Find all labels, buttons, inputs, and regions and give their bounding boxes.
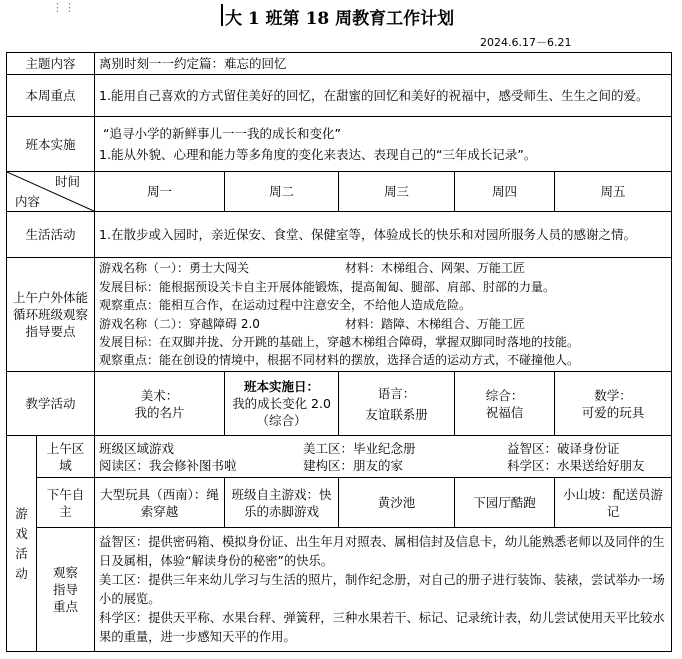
row-outdoor (7, 258, 672, 372)
teaching-label: 教学活动 (7, 372, 95, 436)
teaching-mon-name: 我的名片 (134, 404, 185, 420)
class-impl-line1: “追寻小学的新鲜事儿一一我的成长和变化” (103, 126, 341, 141)
pm-item-3: 黄沙池 (339, 478, 455, 528)
teaching-tue-subject: 班本实施日： (244, 379, 320, 394)
outdoor-label: 上午户外体能循环班级观察指导要点 (7, 258, 95, 372)
drag-handle-icon[interactable]: ⋮⋮ (52, 1, 76, 14)
teaching-tue (225, 372, 339, 436)
game2-goal: 发展目标：在双脚并拢、分开跳的基础上，穿越木梯组合障碍，掌握双脚同时落地的技能。 (99, 334, 580, 349)
game1-name: 游戏名称（一）：勇士大闯关 (99, 261, 250, 276)
teaching-mon-subject: 美术： (140, 387, 179, 403)
teaching-wed-subject: 语言： (377, 385, 416, 401)
header-corner (7, 172, 95, 212)
pm-item-1: 大型玩具（西南）：绳索穿越 (95, 478, 225, 528)
theme-label: 主题内容 (7, 53, 95, 75)
am-r2-c3: 科学区：水果送给好朋友 (507, 457, 645, 473)
header-content-label: 内容 (15, 194, 41, 209)
teaching-fri (555, 372, 672, 436)
class-impl-value (95, 117, 672, 172)
theme-value: 离别时刻一一约定篇：难忘的回忆 (95, 53, 672, 75)
game-am-content (95, 436, 672, 478)
row-focus (7, 75, 672, 117)
teaching-mon (95, 372, 225, 436)
page-title: 大 1 班第 18 周教育工作计划 (225, 9, 455, 29)
obs-p1: 益智区：提供密码箱、模拟身份证、出生年月对照表、属相信封及信息卡，幼儿能熟悉老师以及同伴的生日及属相，体验“解读身份的秘密”的快乐。 (99, 534, 665, 568)
teaching-thu (455, 372, 555, 436)
am-r1-c2: 美工区：毕业纪念册 (303, 440, 416, 456)
game2-focus: 观察重点：能在创设的情境中，根据不同材料的摆放，选择合适的运动方式，不碰撞他人。 (99, 353, 580, 368)
am-r1-c3: 益智区：破译身份证 (507, 440, 620, 456)
text-cursor (221, 4, 223, 26)
teaching-wed-name: 友谊联系册 (365, 406, 428, 422)
plan-table (6, 52, 672, 652)
header-time-label: 时间 (55, 174, 81, 189)
game-obs-content (95, 528, 672, 652)
day-thu: 周四 (455, 172, 555, 212)
teaching-fri-name: 可爱的玩具 (581, 404, 645, 420)
am-r1-c1: 班级区域游戏 (99, 440, 175, 456)
row-life (7, 212, 672, 258)
teaching-wed (339, 372, 455, 436)
date-range: 2024.6.17－6.21 (480, 36, 572, 49)
game-label: 游戏活动 (7, 436, 37, 652)
am-r2-c2: 建构区：朋友的家 (303, 457, 404, 473)
pm-item-2: 班级自主游戏：快乐的赤脚游戏 (225, 478, 339, 528)
row-game-pm (7, 478, 672, 528)
game-am-label: 上午区域 (37, 436, 95, 478)
game1-goal: 发展目标：能根据预设关卡自主开展体能锻炼，提高匍匐、腿部、肩部、肘部的力量。 (99, 279, 556, 294)
obs-p2: 美工区：提供三年来幼儿学习与生活的照片，制作纪念册，对自己的册子进行装饰、装裱，尝试举办一场小的展览。 (99, 572, 665, 606)
teaching-thu-name: 祝福信 (485, 404, 524, 420)
game2-name: 游戏名称（二）：穿越障碍 2.0 (99, 316, 260, 331)
class-impl-line2: 1.能从外貌、心理和能力等多角度的变化来表达、表现自己的“三年成长记录”。 (99, 147, 537, 162)
row-game-obs (7, 528, 672, 652)
life-label: 生活活动 (7, 212, 95, 258)
game2-material: 材料：踏障、木梯组合、万能工匠 (345, 316, 526, 331)
day-tue: 周二 (225, 172, 339, 212)
life-value: 1.在散步或入园时，亲近保安、食堂、保健室等，体验成长的快乐和对园所服务人员的感谢之情。 (95, 212, 672, 258)
game-obs-label: 观察指导重点 (37, 528, 95, 652)
class-impl-label: 班本实施 (7, 117, 95, 172)
day-wed: 周三 (339, 172, 455, 212)
game1-material: 材料：木梯组合、网架、万能工匠 (345, 261, 526, 276)
teaching-tue-name: 我的成长变化 2.0（综合） (232, 396, 331, 428)
teaching-fri-subject: 数学： (594, 387, 632, 403)
row-class-impl (7, 117, 672, 172)
obs-p3: 科学区：提供天平称、水果台秤、弹簧秤，三种水果若干、标记、记录统计表，幼儿尝试使用天平比较水果的重量，进一步感知天平的作用。 (99, 610, 665, 644)
row-theme (7, 53, 672, 75)
day-mon: 周一 (95, 172, 225, 212)
row-game-am (7, 436, 672, 478)
outdoor-content (95, 258, 672, 372)
focus-value: 1.能用自己喜欢的方式留住美好的回忆，在甜蜜的回忆和美好的祝福中，感受师生、生生之间的爱。 (95, 75, 672, 117)
pm-item-4: 下园厅酷跑 (455, 478, 555, 528)
am-r2-c1: 阅读区：我会修补图书啦 (99, 457, 237, 473)
focus-label: 本周重点 (7, 75, 95, 117)
pm-item-5: 小山坡：配送员游记 (555, 478, 672, 528)
day-fri: 周五 (555, 172, 672, 212)
row-teaching (7, 372, 672, 436)
row-header (7, 172, 672, 212)
teaching-thu-subject: 综合： (485, 387, 524, 403)
game1-focus: 观察重点：能相互合作，在运动过程中注意安全，不给他人造成危险。 (99, 298, 472, 313)
game-pm-label: 下午自主 (37, 478, 95, 528)
